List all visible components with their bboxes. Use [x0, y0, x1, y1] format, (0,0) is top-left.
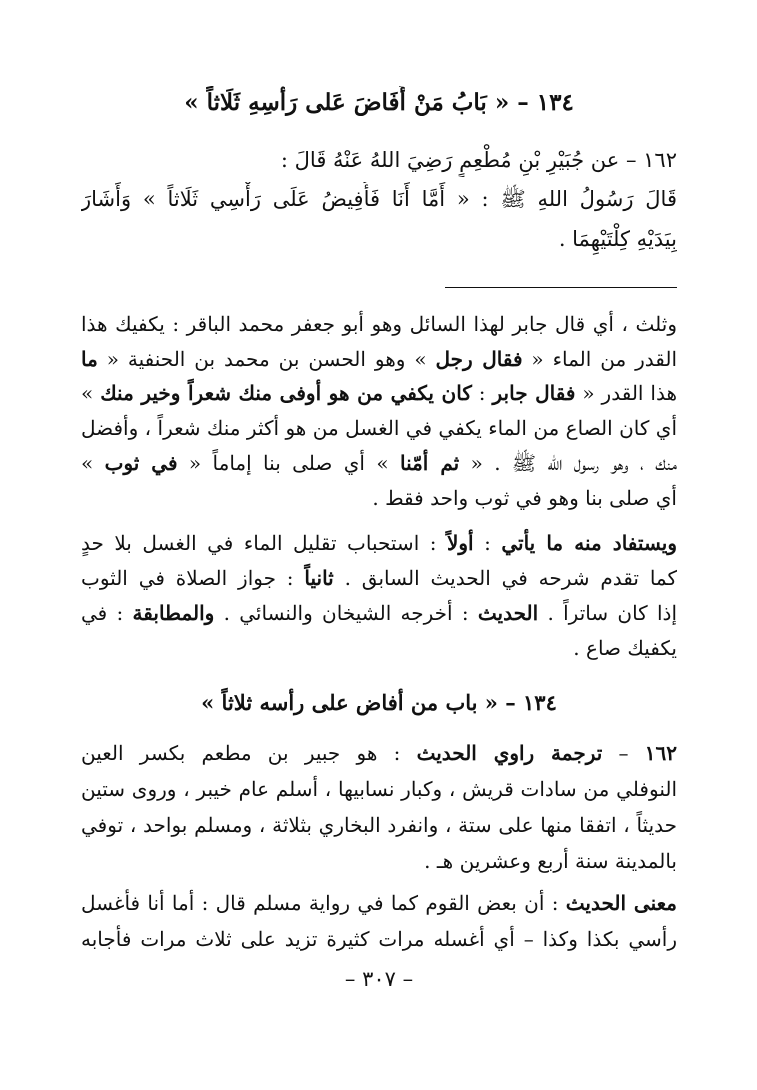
hadith-text-line-2: بِيَدَيْهِ كِلْتَيْهِمَا .: [558, 227, 677, 251]
divider-rule: [445, 287, 677, 288]
hadith-intro: ١٦٢ – عن جُبَيْرِ بْنِ مُطْعِمٍ رَضِيَ اللهُ عَنْهُ قَالَ :: [280, 148, 677, 172]
commentary-line-3: هذا القدر « فقال جابر : كان يكفي من هو أوفى منك شعراً وخير منك »: [81, 381, 677, 405]
commentary-line-5: منك ، وهو رسول الله ﷺ . « ثم أمّنا » أي صلى بنا إماماً « في ثوب »: [81, 451, 677, 475]
meaning-line-1: معنى الحديث : أن بعض القوم كما في رواية مسلم قال : أما أنا فأغسل: [81, 891, 677, 915]
chapter-heading: ١٣٤ – « بَابُ مَنْ أَفَاضَ عَلى رَأْسِهِ ثَلَاثاً »: [184, 89, 574, 116]
commentary-line-7: ويستفاد منه ما يأتي : أولاً : استحباب تقليل الماء في الغسل بلا حدٍ: [81, 531, 677, 555]
commentary-line-2: القدر من الماء « فقال رجل » وهو الحسن بن محمد بن الحنفية « ما: [81, 347, 677, 371]
biography-line-2: النوفلي من سادات قريش ، وكبار نسابيها ، أسلم عام خيبر ، وروى ستين: [81, 777, 677, 801]
section-heading: ١٣٤ – « باب من أفاض على رأسه ثلاثاً »: [201, 690, 557, 715]
commentary-line-9: إذا كان ساتراً . الحديث : أخرجه الشيخان والنسائي . والمطابقة : في: [81, 601, 677, 625]
biography-line-3: حديثاً ، اتفقا منها على ستة ، وانفرد البخاري بثلاثة ، ومسلم بواحد ، توفي: [81, 813, 677, 837]
biography-line-4: بالمدينة سنة أربع وعشرين هـ .: [424, 849, 677, 873]
commentary-line-8: كما تقدم شرحه في الحديث السابق . ثانياً : جواز الصلاة في الثوب: [81, 566, 677, 590]
page-number: – ٣٠٧ –: [344, 967, 414, 991]
commentary-line-4: أي كان الصاع من الماء يكفي في الغسل من هو أكثر منك شعراً ، وأفضل: [81, 416, 677, 440]
biography-line-1: ١٦٢ – ترجمة راوي الحديث : هو جبير بن مطعم بكسر العين: [81, 741, 677, 765]
commentary-line-1: وثلث ، أي قال جابر لهذا السائل وهو أبو جعفر محمد الباقر : يكفيك هذا: [81, 312, 677, 336]
commentary-line-6: أي صلى بنا وهو في ثوب واحد فقط .: [372, 486, 677, 510]
meaning-line-2: رأسي بكذا وكذا – أي أغسله مرات كثيرة تزيد على ثلاث مرات فأجابه: [81, 927, 677, 951]
hadith-text-line-1: قَالَ رَسُولُ اللهِ ﷺ : « أَمَّا أَنَا فَأُفِيضُ عَلَى رَأْسِي ثَلَاثاً » وَأَشَارَ: [81, 187, 677, 211]
commentary-line-10: يكفيك صاع .: [573, 636, 677, 660]
